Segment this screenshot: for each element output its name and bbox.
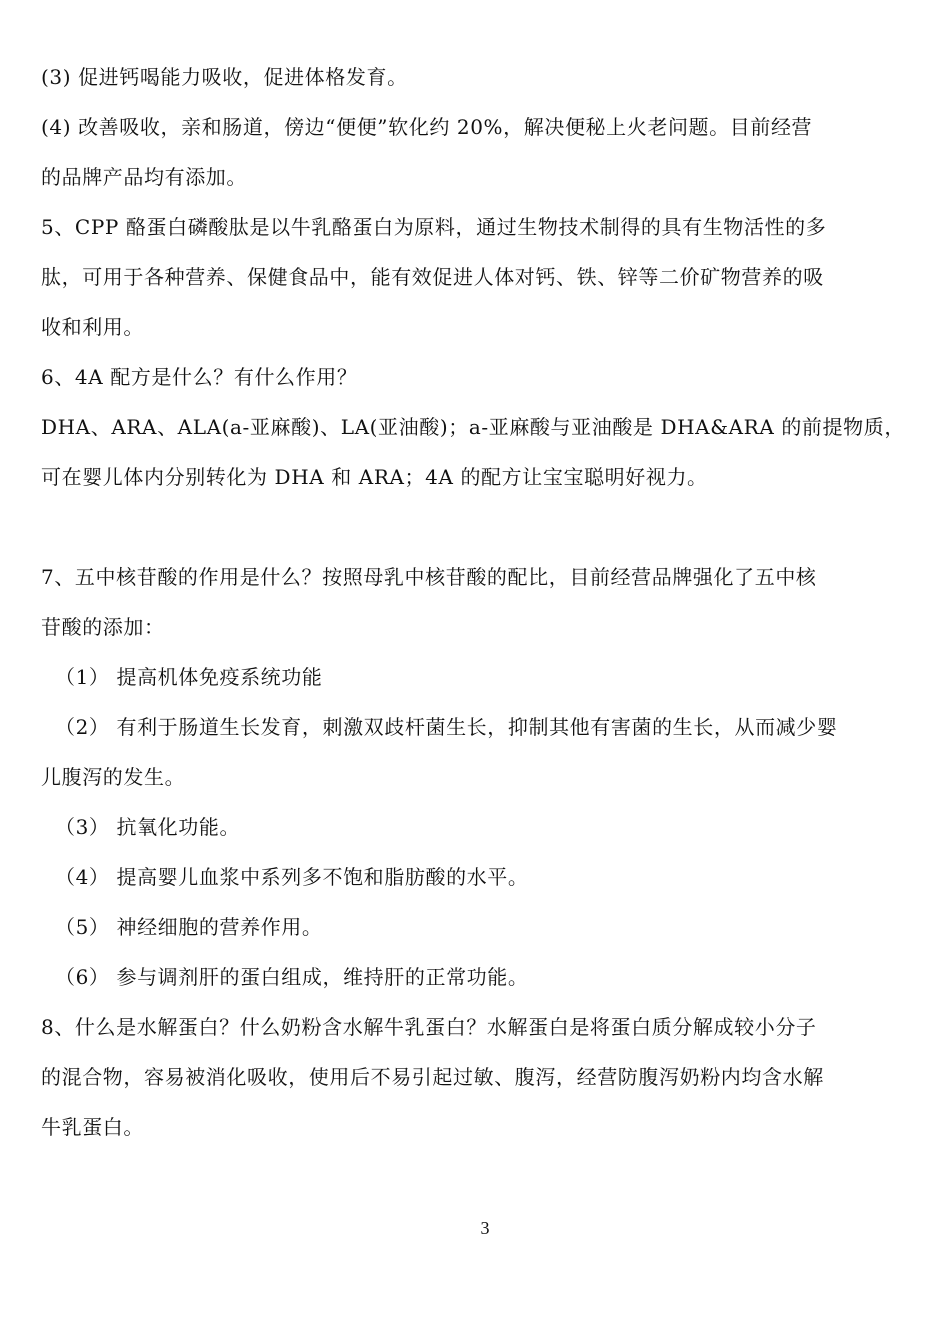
document-body bbox=[41, 52, 905, 1152]
list-item-5: （5） 神经细胞的营养作用。 bbox=[55, 915, 323, 939]
list-item-1: （1） 提高机体免疫系统功能 bbox=[55, 665, 323, 689]
text-line-section-5-continued: 肽，可用于各种营养、保健食品中，能有效促进人体对钙、铁、锌等二价矿物营养的吸 bbox=[41, 265, 824, 289]
list-item-4: （4） 提高婴儿血浆中系列多不饱和脂肪酸的水平。 bbox=[55, 865, 529, 889]
text-line-section-6-continued: 可在婴儿体内分别转化为 DHA 和 ARA；4A 的配方让宝宝聪明好视力。 bbox=[41, 465, 708, 489]
section-7-heading: 7、五中核苷酸的作用是什么？按照母乳中核苷酸的配比，目前经营品牌强化了五中核 bbox=[41, 565, 817, 589]
text-line-item-4-benefit: (4) 改善吸收，亲和肠道，傍边“便便”软化约 20%，解决便秘上火老问题。目前经营 bbox=[41, 115, 813, 139]
list-item-3: （3） 抗氧化功能。 bbox=[55, 815, 241, 839]
text-line-section-8: 的混合物，容易被消化吸收，使用后不易引起过敏、腹泻，经营防腹泻奶粉内均含水解 bbox=[41, 1065, 824, 1089]
text-line-item-4-continued: 的品牌产品均有添加。 bbox=[41, 165, 247, 189]
list-item-6: （6） 参与调剂肝的蛋白组成，维持肝的正常功能。 bbox=[55, 965, 529, 989]
text-line-section-6: DHA、ARA、ALA(a-亚麻酸)、LA(亚油酸)；a-亚麻酸与亚油酸是 DHA&ARA 的前提物质， bbox=[41, 415, 905, 439]
text-line-section-5: 5、CPP 酪蛋白磷酸肽是以牛乳酪蛋白为原料，通过生物技术制得的具有生物活性的多 bbox=[41, 215, 827, 239]
text-line-section-8-end: 牛乳蛋白。 bbox=[41, 1115, 144, 1139]
section-7-heading-continued: 苷酸的添加： bbox=[41, 615, 165, 639]
list-item-2-continued: 儿腹泻的发生。 bbox=[41, 765, 186, 789]
list-item-2: （2） 有利于肠道生长发育，刺激双歧杆菌生长，抑制其他有害菌的生长，从而减少婴 bbox=[55, 715, 838, 739]
text-line-item-3-benefit: (3) 促进钙喝能力吸收，促进体格发育。 bbox=[41, 65, 408, 89]
blank-line bbox=[41, 502, 901, 552]
section-8-heading: 8、什么是水解蛋白？什么奶粉含水解牛乳蛋白？水解蛋白是将蛋白质分解成较小分子 bbox=[41, 1015, 817, 1039]
section-6-heading: 6、4A 配方是什么？有什么作用？ bbox=[41, 365, 358, 389]
text-line-section-5-end: 收和利用。 bbox=[41, 315, 144, 339]
page-number: 3 bbox=[480, 1218, 490, 1238]
